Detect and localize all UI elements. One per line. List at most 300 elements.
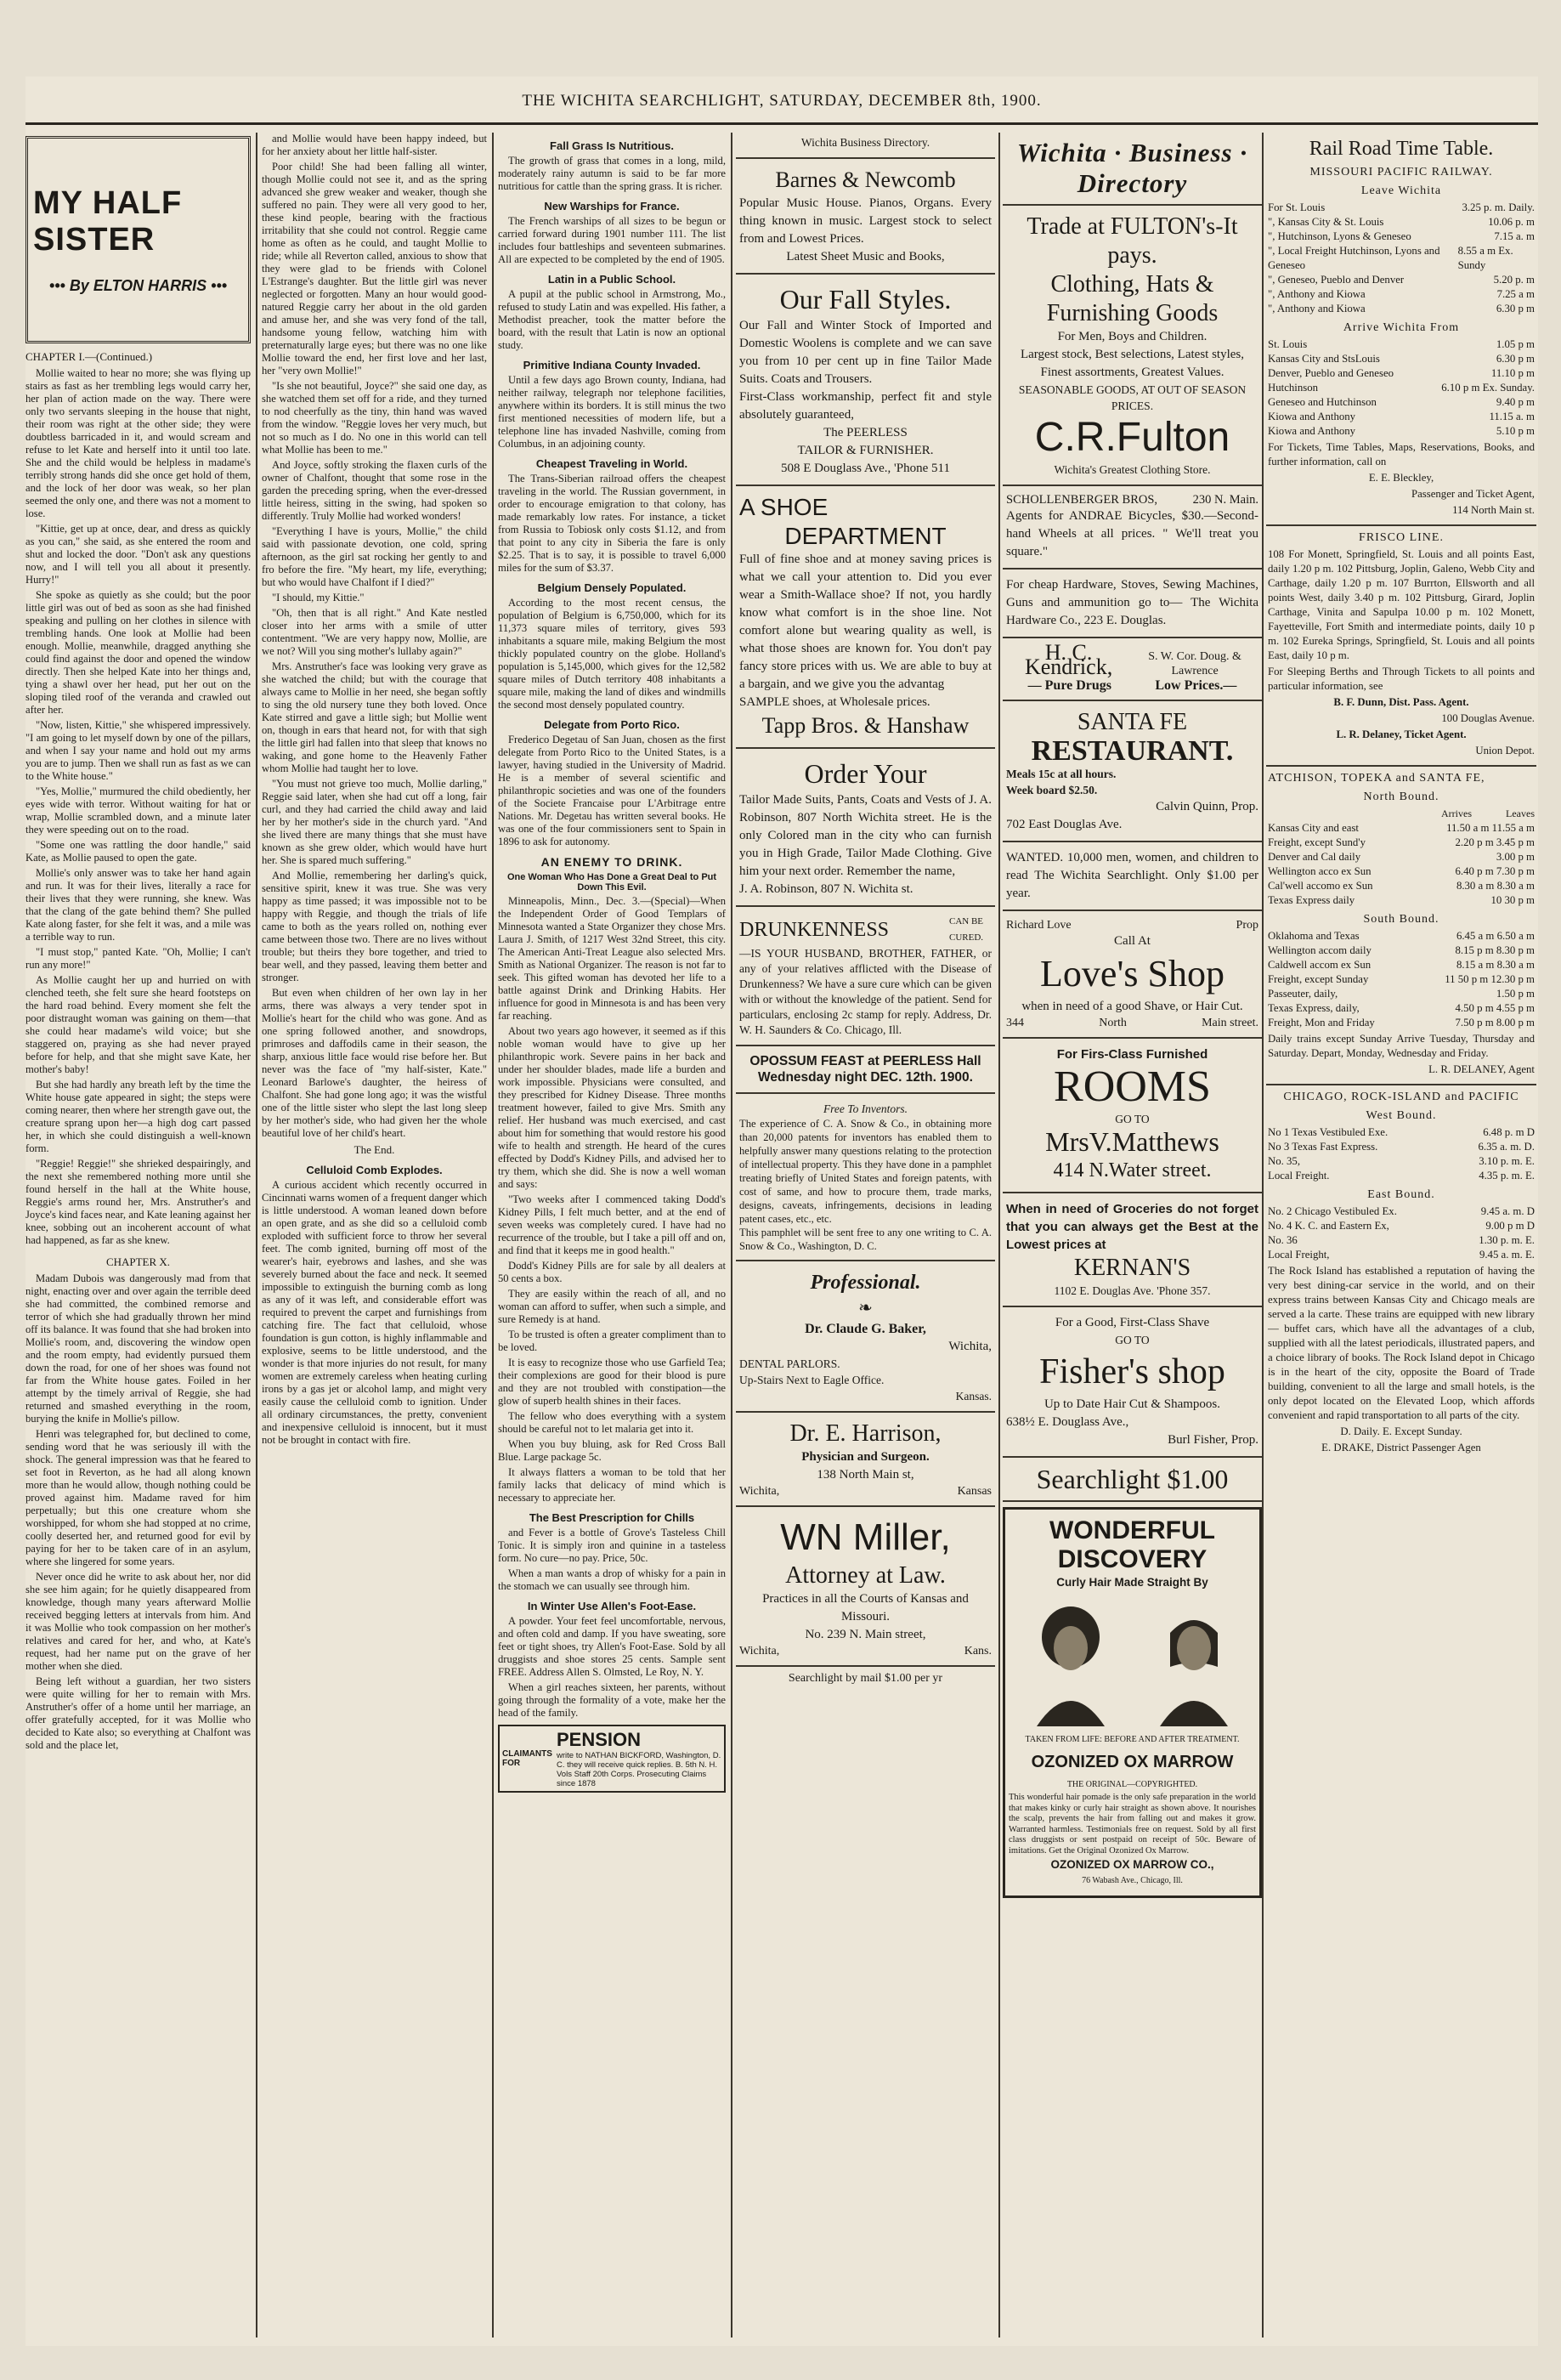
timetable-time: 9.45 a. m. D <box>1480 1205 1535 1217</box>
baker-city: Wichita, <box>948 1340 992 1353</box>
timetable-row <box>1268 1001 1535 1016</box>
love-call: Call At <box>1114 934 1151 948</box>
directory-title: Wichita · Business · Directory <box>1003 133 1262 206</box>
column-5 <box>1003 133 1262 2338</box>
miller-city: Wichita, <box>739 1645 780 1658</box>
girl-text: When a girl reaches sixteen, her parents, without going through the formality of a vote, make her the head of the family. <box>498 1681 726 1719</box>
news-item-text: The Trans-Siberian railroad offers the cheapest traveling in the world. The Russian government, in order to encourage emigration to that colony, has made remarkably low rates. For instance, a ticket from Russia to Tobiosk only costs $1.12, and from that point to any city in Siberia the fare is only $2.25. That is to say, it is possible to travel 6,000 miles for the sum of $3.37. <box>498 473 726 574</box>
timetable-time: 1.05 p m <box>1496 338 1535 350</box>
column-3 <box>498 133 726 2338</box>
kendrick-addr: S. W. Cor. Doug. & Lawrence <box>1148 650 1241 677</box>
love-addr1: 344 <box>1006 1017 1024 1029</box>
disc-taken: TAKEN FROM LIFE: BEFORE AND AFTER TREATMENT. <box>1025 1735 1240 1744</box>
column-rule <box>998 133 1000 2338</box>
timetable-time: 4.50 p m 4.55 p m <box>1455 1002 1535 1014</box>
fisher-goto: GO TO <box>1115 1334 1150 1346</box>
frisco-title: FRISCO LINE. <box>1359 531 1444 544</box>
west-title: West Bound. <box>1366 1109 1437 1122</box>
fisher-name: Fisher's shop <box>1039 1352 1225 1391</box>
order-title: Order Your <box>804 758 927 789</box>
story-paragraph: It always flatters a woman to be told that her family lacks that delicacy of mind which is necessary to appreciate her. <box>498 1466 726 1504</box>
story-paragraph: Never once did he write to ask about her, nor did she see him again; for he quietly disappeared from knowledge, though many years afterward Mollie received begging letters at intervals from him. And it was Mollie who took compassion on her mother's relatives and cared for her, and who, at Kate's request, had her name put on the grave of her mother when she died. <box>25 1571 251 1672</box>
story-paragraph: And Joyce, softly stroking the flaxen curls of the owner of Chalfont, thought that some rose in the garden the preceding spring, when the ever-dressed little heiress, sitting in the swing, had spoken so differently. Truly Mollie had worked wonders! <box>262 459 487 522</box>
leave-rows <box>1268 201 1535 316</box>
fulton-sub: Wichita's Greatest Clothing Store. <box>1054 463 1211 476</box>
harrison-addr: 138 North Main st, <box>817 1468 914 1482</box>
timetable-route: Denver and Cal daily <box>1268 851 1361 863</box>
story-paragraph: Mollie's only answer was to take her hand again and run. It was for their lives, literally a race for their lives that they were running, she knew. Was that the clang of the gate behind them? She pulled Kate along faster, for she felt it was, and a mile was a terrible way to run. <box>25 867 251 943</box>
shoe-ad <box>736 486 995 749</box>
portrait-after-icon <box>1151 1599 1236 1726</box>
timetable-time: 6.40 p m 7.30 p m <box>1455 865 1535 877</box>
discovery-ad <box>1003 1507 1262 1898</box>
professional-ad <box>736 1261 995 1413</box>
rooms-mrs: MrsV.Matthews <box>1045 1126 1219 1157</box>
south-rows <box>1268 929 1535 1030</box>
timetable-route: Denver, Pueblo and Geneseo <box>1268 367 1394 379</box>
timetable-route: No 1 Texas Vestibuled Exe. <box>1268 1126 1388 1138</box>
timetable-row <box>1268 230 1535 244</box>
timetable-row <box>1268 1248 1535 1262</box>
fulton-l5: SEASONABLE GOODS, AT OUT OF SEASON PRICES. <box>1018 383 1247 412</box>
wanted-text: WANTED. 10,000 men, women, and children to read The Wichita Searchlight. Only $1.00 per year. <box>1006 851 1258 900</box>
timetable-route: Oklahoma and Texas <box>1268 930 1360 942</box>
timetable-row <box>1268 1140 1535 1154</box>
pension-big: PENSION <box>557 1729 642 1750</box>
love-prop2: Prop <box>1236 919 1258 932</box>
timetable-time: 10.06 p. m <box>1488 216 1535 228</box>
story-paragraph: Henri was telegraphed for, but declined to come, sending word that he was seriously ill with the shock. The general impression was that he feared to set foot in Reverton, as he had all along known more than he would allow, though nothing could be proved against him. Madame raved for him perpetually; but this one creature whom she worshipped, for whom she had stopped at no crime, coolly deserted her, and returned good for evil by paying for her to be taken care of in an asylum, where she lingered for some years. <box>25 1428 251 1567</box>
mopac-title: MISSOURI PACIFIC RAILWAY. <box>1309 166 1493 178</box>
rooms-l1: For Firs-Class Furnished <box>1056 1047 1208 1062</box>
love-name: Love's Shop <box>1040 953 1224 994</box>
chills-title: The Best Prescription for Chills <box>529 1511 695 1524</box>
disc-co: OZONIZED OX MARROW CO., <box>1050 1858 1214 1871</box>
rock-text: The Rock Island has established a reputation of having the very best dining-car service in the world, and on their express trains between Kansas City and Chicago meals are served a la carte. These trains are equipped with new library — buffet cars, which have all the advantages of a club, supplied with all the latest periodicals, illustrated papers, and a choice library of books. The Rock Island depot in Chicago is in the heart of the city, opposite the Board of Trade building, convenient to all the large and small hotels, is the only depot located on the Elevated Loop, which affords convenient and rapid transportation to all parts of the city. <box>1268 1265 1535 1421</box>
miller-ad <box>736 1507 995 1667</box>
timetable-time: 11 50 p m 12.30 p m <box>1445 973 1535 985</box>
timetable-row <box>1268 395 1535 410</box>
frisco-agent: B. F. Dunn, Dist. Pass. Agent. <box>1333 696 1469 708</box>
column-2 <box>262 133 487 2338</box>
disc-orig: THE ORIGINAL—COPYRIGHTED. <box>1066 1780 1198 1789</box>
story-paragraph: As Mollie caught her up and hurried on with clenched teeth, she felt sure she heard footsteps on the hard road behind. Every moment she felt the poor distraught woman was gaining on them—that she could hear madame's wild voice; but she staggered on, praying as she had never prayed before for help, and that she might save Kate, her mother's baby! <box>25 974 251 1075</box>
story-paragraph: "You must not grieve too much, Mollie darling," Reggie said later, when she had cut off a long, fair curl, and they had carried the child away and laid her by her mother's side in the church yard. "And she lived there are many things that she must have known as she grew older, which would have hurt her. She is spared much suffering." <box>262 778 487 866</box>
miller-name: WN Miller, <box>780 1516 951 1558</box>
column-rule <box>256 133 257 2338</box>
timetable-route: Freight, Mon and Friday <box>1268 1017 1375 1028</box>
story-paragraph: But she had hardly any breath left by the time the White house gate appeared in sight; the steps were coming nearer, then where her strength gave out, the creature sprang upon her—a high dog cart passed her, in which she could distinguish a well-known form. <box>25 1079 251 1154</box>
fulton-l1: Trade at FULTON's-It pays. <box>1027 213 1238 269</box>
newspaper-page <box>25 76 1538 2346</box>
timetable-time: 7.50 p m 8.00 p m <box>1455 1017 1535 1028</box>
timetable-time: 11.50 a m 11.55 a m <box>1446 822 1535 834</box>
atch-agent: L. R. DELANEY, Agent <box>1428 1063 1535 1075</box>
timetable-route: Freight, except Sund'y <box>1268 836 1366 848</box>
love-ad <box>1003 911 1262 1039</box>
timetable-time: 1.30 p. m. E. <box>1479 1234 1535 1246</box>
timetable-route: Local Freight. <box>1268 1170 1330 1182</box>
story-paragraph: "Is she not beautiful, Joyce?" she said one day, as she watched them set off for a ride, and they turned to nod cheerfully as the tiny, thin hand was waved from the window. "Reggie loves her very much, but not so much as I do. No one in this world can tell what Mollie has been to me." <box>262 380 487 456</box>
inv-text2: This pamphlet will be sent free to any one writing to C. A. Snow & Co., Washington, D. C. <box>739 1227 992 1252</box>
story-paragraph: "I must stop," panted Kate. "Oh, Mollie; I can't run any more!" <box>25 946 251 971</box>
leaves-label: Leaves <box>1506 808 1535 819</box>
mopac-agent: E. E. Bleckley, <box>1368 472 1434 484</box>
story-paragraph: "Now, listen, Kittie," she whispered impressively. "I am going to let myself down by one of the pillars, and when I say your name and hold out my arms you are to jump. Then we shall run as fast as we can to the White house." <box>25 719 251 782</box>
disc-text: This wonderful hair pomade is the only safe preparation in the world that makes kinky or curly hair straight as shown above. It nourishes the scalp, prevents the hair from falling out and makes it grow. Warranted harmless. Testimonials free on request. Sold by all first class druggists or sent postpaid on receipt of 50c. Beware of imitations. Get the Original Ozonized Ox Marrow. <box>1009 1793 1256 1856</box>
timetable-route: No. 36 <box>1268 1234 1298 1246</box>
frisco-note: For Sleeping Berths and Through Tickets to all points and particular information, see <box>1268 666 1535 692</box>
shoe-sample: SAMPLE shoes, at Wholesale prices. <box>739 695 930 709</box>
harrison-name: Dr. E. Harrison, <box>789 1420 942 1447</box>
news-item-text: Frederico Degetau of San Juan, chosen as the first delegate from Porto Rico to the United States, is a lawyer, having studied in the University of Madrid. He is a member of several scientific and philanthropic societies and was one of the founders of the Societe Francaise pour L'Arbitrage entre Nations. Mr. Degetau has written several books. He was one of the four commissioners sent to Spain in 1896 to ask for autonomy. <box>498 734 726 847</box>
story-paragraph: About two years ago however, it seemed as if this noble woman would have to give up her philanthropic work. Severe pains in her back and under her shoulder blades, made life a burden and work impossible. Physicians were consulted, and they prescribed for Kidney Disease. Three months treatment however, failed to give Mrs. Smith any relief. Her husband was much exercised, and cast about him for something that would restore his good wife to health and strength. He heard of the cures effected by Dodd's Kidney Pills, and advised her to try them, which she did. She is now a well woman and says: <box>498 1025 726 1190</box>
east-rows <box>1268 1204 1535 1262</box>
column-rule <box>1262 133 1264 2338</box>
portrait-before-icon <box>1028 1599 1113 1726</box>
news-item-title: Delegate from Porto Rico. <box>544 718 680 731</box>
timetable-row <box>1268 987 1535 1001</box>
order-text: Tailor Made Suits, Pants, Coats and Vests of J. A. Robinson, 807 North Wichita street. He is the only Colored man in the city who can furnish you in High Grade, Tailor Made Clothing. Give him your next order. Remember the name, <box>739 793 992 878</box>
timetable-route: Passeuter, daily, <box>1268 988 1338 1000</box>
timetable-time: 5.20 p. m <box>1493 274 1535 286</box>
frisco-addr: 100 Douglas Avenue. <box>1441 712 1535 724</box>
timetable-time: 1.50 p m <box>1496 988 1535 1000</box>
timetable-route: ", Anthony and Kiowa <box>1268 303 1366 314</box>
timetable-time: 8.55 a m Ex. Sundy <box>1457 245 1513 271</box>
before-after-portraits <box>1009 1599 1256 1726</box>
story-paragraph: Madam Dubois was dangerously mad from that night, enacting over and over again the terrible deed she had committed, the combined remorse and terror of which she had gradually thrown her mind off its balance. It was found that she had broken into Mollie's room, and, discovering the window open and the room empty, had evidently pursued them down the road, for one of her shoes was found not far from the White house gates. Foiled in her attempt by the timely arrival of Reggie, she had returned and smashed everything in the room, burying the knife in Mollie's pillow. <box>25 1272 251 1425</box>
harrison-ad <box>736 1413 995 1507</box>
news-item-text: Until a few days ago Brown county, Indiana, had neither railway, telegraph nor telephone facilities, anywhere within its borders. It is still minus the two first mentioned necessities of modern life, but a telephone line has invaded Nashville, coming from Columbus, in an adjoining county. <box>498 374 726 450</box>
fisher-text: Up to Date Hair Cut & Shampoos. <box>1043 1397 1221 1411</box>
searchlight-mail: Searchlight by mail $1.00 per yr <box>788 1672 943 1685</box>
frisco-depot: Union Depot. <box>1475 745 1535 756</box>
groc-text: When in need of Groceries do not forget that you can always get the Best at the Lowest prices at <box>1006 1202 1258 1252</box>
column-6 <box>1266 133 1536 2338</box>
order-addr: J. A. Robinson, 807 N. Wichita st. <box>739 882 913 896</box>
story-paragraph: To be trusted is often a greater compliment than to be loved. <box>498 1329 726 1353</box>
harrison-city: Wichita, <box>739 1485 780 1498</box>
inv-title: Free To Inventors. <box>823 1102 908 1115</box>
opossum-text: OPOSSUM FEAST at PEERLESS Hall Wednesday night DEC. 12th. 1900. <box>749 1054 981 1085</box>
hardware-ad <box>1003 570 1262 638</box>
story-paragraph: "Kittie, get up at once, dear, and dress as quickly as you can," she said, as she entered the room and shut and locked the door. "Don't ask any questions now, and I will tell you all about it presently. Hurry!" <box>25 523 251 586</box>
timetable-row <box>1268 1204 1535 1219</box>
love-addr3: Main street. <box>1202 1017 1258 1029</box>
timetable-route: Wellington accom daily <box>1268 944 1372 956</box>
peerless-1: The PEERLESS <box>823 426 908 439</box>
arrive-rows <box>1268 337 1535 439</box>
story-paragraph: She spoke as quietly as she could; but the poor little girl was out of bed as soon as she had finished speaking and pulling on her clothes in silence with trembling hands. One look at Mollie had been enough. Mollie, meanwhile, dragged anything she could find against the door and opened the window directly. Then she helped Kate into her things and, tying a shawl over her head, put her out on the sloping tiled roof of the veranda and crawled out after her. <box>25 589 251 716</box>
timetable-time: 10 30 p m <box>1490 894 1535 906</box>
mopac-agent2: Passenger and Ticket Agent, <box>1411 488 1535 500</box>
order-ad <box>736 749 995 907</box>
celluloid-title: Celluloid Comb Explodes. <box>306 1164 443 1176</box>
timetable-time: 11.15 a. m <box>1489 411 1535 422</box>
timetable-row <box>1268 1169 1535 1183</box>
timetable-row <box>1268 821 1535 836</box>
enemy-paragraphs <box>498 895 726 1504</box>
north-rows <box>1268 821 1535 908</box>
story-title: MY HALF SISTER <box>33 184 183 258</box>
timetable-row <box>1268 302 1535 316</box>
mopac-note: For Tickets, Time Tables, Maps, Reservations, Books, and further information, call on <box>1268 441 1535 468</box>
fall-styles-ad <box>736 275 995 486</box>
story-paragraph: and Mollie would have been happy indeed, but for her anxiety about her little half-sister. <box>262 133 487 157</box>
opossum-ad <box>736 1046 995 1094</box>
news-item-text: A pupil at the public school in Armstrong, Mo., refused to study Latin and was expelled. His father, a Methodist preacher, took the matter before the board, with the result that Latin is now an optional study. <box>498 288 726 351</box>
timetable-route: Local Freight, <box>1268 1249 1330 1261</box>
story-paragraph: Minneapolis, Minn., Dec. 3.—(Special)—When the Independent Order of Good Templars of Minnesota wanted a State Organizer they chose Mrs. Laura J. Smith, of 1217 West 32nd Street, this city. The American Anti-Treat League also selected Mrs. Smith as National Organizer. The reason is not far to seek. This gifted woman has devoted her life to a battle against Drink and Drinking Habits. Her influence for good in Minnesota is and has been very far reaching. <box>498 895 726 1022</box>
love-prop: Richard Love <box>1006 919 1072 932</box>
story-paragraph: Poor child! She had been falling all winter, though Mollie could not see it, and as the spring advanced she grew weaker and weaker, though she suffered no pain. They were all very good to her, these kind people, bearing with the fractious irritability that she could not control. Reggie came home as often as he could, and taught Mollie to ride; while all Reverton called, anxious to show that they were glad to be friends with Colonel L'Estrange's daughter. But the little girl was never neglected or forgotten. Many an hour would good-natured Reggie carry her about in the old garden and amuse her, and she was very fond of the tall, handsome young fellow, watching him with preternaturally large eyes; but there was no one like Mollie toward the end, her first love and her last, her "very own Mollie!" <box>262 161 487 377</box>
kendrick-ad <box>1003 638 1262 701</box>
timetable-row <box>1268 273 1535 287</box>
timetable-row <box>1268 287 1535 302</box>
timetable-row <box>1268 972 1535 987</box>
inv-text: The experience of C. A. Snow & Co., in obtaining more than 20,000 patents for inventors has enabled them to helpfully answer many questions relating to the protection of intellectual property. This they have done in a pamphlet treating briefly of United States and foreign patents, with cost of same, and how to procure them, trade marks, designs, caveats, infringements, decisions in leading patent cases, etc., etc. <box>739 1118 992 1225</box>
winter-text: A powder. Your feet feel uncomfortable, nervous, and often cold and damp. If you have sweating, sore feet or tight shoes, try Allen's Foot-Ease. Sold by all druggists and shoe stores 25 cents. Sample sent FREE. Address Allen S. Olmsted, Le Roy, N. Y. <box>498 1615 726 1678</box>
frisco-text: 108 For Monett, Springfield, St. Louis and all points East, daily 1.20 p m. 102 Pittsburg, Joplin, Galeno, Webb City and Carthage, daily 1.20 p m. 107 Burrton, Ellsworth and all points West, daily 3.40 p m. 102 Pittsburg, Girard, Joplin Carthage, Vinita and Sapulpa 10.00 p m. 102 Monett, Fayetteville, Fort Smith and intermediate points, daily 10 p m. 102 Eureka Springs, Springfield, St. Louis and all points East, daily 10 p m. <box>1268 548 1535 661</box>
groceries-ad <box>1003 1193 1262 1307</box>
hardware-text: For cheap Hardware, Stoves, Sewing Machines, Guns and ammunition go to— The Wichita Hardware Co., 223 E. Douglas. <box>1006 578 1258 627</box>
santafe-3: Meals 15c at all hours. <box>1006 768 1117 780</box>
timetable-row <box>1268 1154 1535 1169</box>
chills-text: and Fever is a bottle of Grove's Tasteless Chill Tonic. It is simply iron and quinine in a tasteless form. No cure—no pay. Price, 50c. <box>498 1527 726 1564</box>
timetable-time: 2.20 p m 3.45 p m <box>1455 836 1535 848</box>
timetable-time: 8.30 a m 8.30 a m <box>1456 880 1535 892</box>
top-rule <box>25 122 1538 125</box>
timetable-route: Kansas City and StsLouis <box>1268 353 1380 365</box>
timetable-route: Caldwell accom ex Sun <box>1268 959 1372 971</box>
tapp-name: Tapp Bros. & Hanshaw <box>761 713 970 738</box>
story-paragraphs-a <box>25 367 251 1247</box>
timetable-route: Kansas City and east <box>1268 822 1359 834</box>
story-paragraph: They are easily within the reach of all, and no woman can afford to suffer, when such a simple, and sure Remedy is at hand. <box>498 1288 726 1325</box>
timetable-time: 3.00 p m <box>1496 851 1535 863</box>
news-item-text: According to the most recent census, the population of Belgium is 6,750,000, which for its 11,373 square miles of territory, gives 593 inhabitants a square mile, making Belgium the most thickly populated country on the globe. Holland's population is 5,145,000, which gives for the 12,582 square miles of Dutch territory 408 inhabitants a square mile, making the land of dikes and windmills the second most densely populated country. <box>498 597 726 711</box>
love-text: when in need of a good Shave, or Hair Cut. <box>1021 1000 1243 1013</box>
winter-title: In Winter Use Allen's Foot-Ease. <box>527 1600 697 1612</box>
story-paragraph: "Everything I have is yours, Mollie," the child said with passionate devotion, one cold, spring afternoon, as the girl sat rocking her gently to and fro before the fire. "My heart, my life, everything; but who would have Chalfont if I died?" <box>262 525 487 588</box>
barnes-sub: Latest Sheet Music and Books, <box>786 250 945 264</box>
schollenberger-ad <box>1003 486 1262 570</box>
kendrick-tag1: — Pure Drugs <box>1027 678 1112 693</box>
east-title: East Bound. <box>1367 1188 1435 1201</box>
atch-note: Daily trains except Sunday Arrive Tuesday, Thursday and Saturday. Depart, Monday, Wednesday and Friday. <box>1268 1033 1535 1059</box>
schol-text: Agents for ANDRAE Bicycles, $30.—Second-hand Wheels at all prices. " We'll treat you square." <box>1006 509 1258 558</box>
timetable-route: No. 2 Chicago Vestibuled Ex. <box>1268 1205 1397 1217</box>
story-paragraph: Being left without a guardian, her two sisters were quite willing for her to remain with Mrs. Anstruther's offer of a home until her marriage, an offer gratefully accepted, for it was Mollie who decided to Kate also; so everything at Chalfont was sold and the place let, <box>25 1675 251 1751</box>
enemy-title: AN ENEMY TO DRINK. <box>540 855 683 869</box>
timetable-row <box>1268 836 1535 850</box>
news-item-title: Cheapest Traveling in World. <box>535 457 688 470</box>
timetable-time: 8.15 p m 8.30 p m <box>1455 944 1535 956</box>
timetable-time: 11.10 p m <box>1490 367 1535 379</box>
pension-left: CLAIMANTS FOR <box>502 1749 552 1768</box>
west-rows <box>1268 1125 1535 1183</box>
love-addr2: North <box>1099 1017 1127 1029</box>
enemy-subtitle: One Woman Who Has Done a Great Deal to Put Down This Evil. <box>506 872 717 892</box>
timetable-row <box>1268 424 1535 439</box>
santafe-1: SANTA FE <box>1077 709 1188 735</box>
timetable-route: St. Louis <box>1268 338 1308 350</box>
barnes-text: Popular Music House. Pianos, Organs. Every thing known in music. Largest stock to select from and Lowest Prices. <box>739 196 992 246</box>
timetable-row <box>1268 1219 1535 1233</box>
timetable-time: 6.10 p m Ex. Sunday. <box>1441 382 1535 394</box>
santafe-6: 702 East Douglas Ave. <box>1006 818 1123 831</box>
timetable-row <box>1268 366 1535 381</box>
story-paragraph: "Yes, Mollie," murmured the child obediently, her eyes wide with terror. Without waiting for hat or wrap, Mollie scrambled down, and a minute later they were speeding out on to the road. <box>25 785 251 836</box>
searchlight-ad <box>1003 1458 1262 1502</box>
story-paragraph: "Two weeks after I commenced taking Dodd's Kidney Pills, I felt much better, and at the end of seven weeks was completely cured. I have had no recurrence of the trouble, but I take a pill off and on, and find that it keeps me in good health." <box>498 1193 726 1256</box>
rooms-name: ROOMS <box>1054 1062 1211 1111</box>
arrive-title: Arrive Wichita From <box>1343 321 1460 334</box>
timetable-time: 7.25 a m <box>1496 288 1535 300</box>
story-paragraph: Mrs. Anstruther's face was looking very grave as she watched the child; but with the courage that always came to Mollie in her need, she began softly to sing the old nursery tune they both loved. Once Kate stirred and gave a little sigh; but Mollie went on, though in ears that heard not, for with that sigh the little girl had fallen into that sleep that knows no waking, and gone home to the Heavenly Father whom Mollie had taught her to love. <box>262 660 487 774</box>
timetable-time: 6.30 p m <box>1496 353 1535 365</box>
fall-title: Our Fall Styles. <box>779 284 952 314</box>
prof-title: Professional. <box>810 1272 921 1294</box>
rooms-ad <box>1003 1039 1262 1193</box>
timetable-time: 3.25 p. m. Daily. <box>1462 201 1535 213</box>
chapter-x: CHAPTER X. <box>105 1255 171 1268</box>
miller-text: Practices in all the Courts of Kansas and Missouri. <box>762 1592 969 1624</box>
column-4 <box>736 133 995 2338</box>
timetable-route: No. 4 K. C. and Eastern Ex, <box>1268 1220 1389 1232</box>
barnes-ad <box>736 159 995 275</box>
harrison-title: Physician and Surgeon. <box>801 1450 930 1464</box>
schol-name: SCHOLLENBERGER BROS, <box>1006 493 1158 507</box>
kernan-addr: 1102 E. Douglas Ave. 'Phone 357. <box>1054 1284 1211 1297</box>
timetable-route: ", Hutchinson, Lyons & Geneseo <box>1268 230 1411 242</box>
timetable-row <box>1268 1125 1535 1140</box>
shoe-title2: DEPARTMENT <box>784 523 947 549</box>
drunk-text: —IS YOUR HUSBAND, BROTHER, FATHER, or any of your relatives afflicted with the Disease of Drunkenness? We have a sure cure which can be given with or without the knowledge of the patient. Send for particulars, enclosing 2c stamp for reply. Address, Dr. W. H. Saunders & Co. Chicago, Ill. <box>739 947 992 1036</box>
story-paragraph: "Oh, then that is all right." And Kate nestled closer into her arms with a smile of utter contentment. "We are very happy now, Mollie, are we not? Will you sing mother's lullaby again?" <box>262 607 487 657</box>
rock-agent: E. DRAKE, District Passenger Agen <box>1321 1442 1481 1454</box>
timetable-row <box>1268 201 1535 215</box>
miller-title: Attorney at Law. <box>785 1562 946 1589</box>
frisco-block <box>1266 531 1536 767</box>
timetable-row <box>1268 1016 1535 1030</box>
story-paragraph: "I should, my Kittie." <box>272 592 365 604</box>
story-paragraph: The fellow who does everything with a system should be careful not to let malaria get into it. <box>498 1410 726 1435</box>
story-paragraph: But even when children of her own lay in her arms, there was always a very tender spot in Mollie's heart for the child who was gone. And as one spring followed another, and snowdrops, primroses and daffodils came in their season, the sharp, anxious little face would rise before her. But never was the face of "my half-sister, Kate." Leonard Barlowe's daughter, the heiress of Chalfont. She had gone long ago; it was the wistful one of the little sister who slept the last long sleep by her mother's side, who had given her the whole beautiful love of her child's heart. <box>262 987 487 1139</box>
timetable-row <box>1268 352 1535 366</box>
story-end: The End. <box>353 1143 395 1156</box>
peerless-2: TAILOR & FURNISHER. <box>797 444 934 457</box>
baker-state: Kansas. <box>955 1390 992 1402</box>
santafe-ad <box>1003 701 1262 842</box>
kendrick-tag2: Low Prices.— <box>1155 678 1237 693</box>
fulton-l4: Largest stock, Best selections, Latest styles, Finest assortments, Greatest Values. <box>1020 348 1244 379</box>
chapter-continued: CHAPTER I.—(Continued.) <box>25 350 153 363</box>
fisher-l1: For a Good, First-Class Shave <box>1055 1316 1210 1329</box>
timetable-row <box>1268 337 1535 352</box>
timetable-route: Cal'well accomo ex Sun <box>1268 880 1373 892</box>
timetable-route: Kiowa and Anthony <box>1268 425 1356 437</box>
fulton-l3: For Men, Boys and Children. <box>1057 330 1208 343</box>
mopac-addr: 114 North Main st. <box>1452 504 1535 516</box>
rock-daily: D. Daily. E. Except Sunday. <box>1340 1425 1462 1437</box>
schol-addr: 230 N. Main. <box>1192 493 1258 507</box>
timetable-route: ", Geneseo, Pueblo and Denver <box>1268 274 1405 286</box>
rr-title: Rail Road Time Table. <box>1309 138 1494 160</box>
baker-line: DENTAL PARLORS. <box>739 1357 840 1370</box>
timetable-route: No. 35, <box>1268 1155 1301 1167</box>
timetable-row <box>1268 944 1535 958</box>
timetable-route: No 3 Texas Fast Express. <box>1268 1141 1378 1153</box>
disc-name: OZONIZED OX MARROW <box>1031 1753 1234 1771</box>
column-1 <box>25 133 251 2338</box>
timetable-route: ", Kansas City & St. Louis <box>1268 216 1384 228</box>
rooms-goto: GO TO <box>1115 1113 1150 1125</box>
timetable-row <box>1268 1233 1535 1248</box>
news-items <box>498 139 726 848</box>
story-paragraph: And Mollie, remembering her darling's quick, sensitive spirit, knew it was true. She was very happy as time passed; it was impossible not to be happy with Reggie, and though the trials of life came to both as the years rolled on, nothing ever came between those two. There are no lives without trouble; but theirs they bore together, and tried to bear well, and they passed, leaving them better and stronger. <box>262 870 487 983</box>
timetable-route: ", Anthony and Kiowa <box>1268 288 1366 300</box>
timetable-row <box>1268 244 1535 273</box>
news-item-title: Fall Grass Is Nutritious. <box>550 139 674 152</box>
drunk-ad <box>736 907 995 1046</box>
timetable-row <box>1268 864 1535 879</box>
barnes-name: Barnes & Newcomb <box>775 167 956 192</box>
santafe-2: RESTAURANT. <box>1031 735 1234 767</box>
timetable-row <box>1268 958 1535 972</box>
timetable-time: 7.15 a. m <box>1494 230 1535 242</box>
timetable-row <box>1268 410 1535 424</box>
kendrick-name: H. C. Kendrick, <box>1024 640 1113 679</box>
disc-title1: WONDERFUL <box>1049 1516 1215 1544</box>
timetable-route: For St. Louis <box>1268 201 1326 213</box>
timetable-route: Wellington acco ex Sun <box>1268 865 1372 877</box>
timetable-time: 6.48 p. m D <box>1483 1126 1535 1138</box>
timetable-route: Kiowa and Anthony <box>1268 411 1356 422</box>
pension-small: write to NATHAN BICKFORD, Washington, D. C. they will receive quick replies. B. 5th N. H. Vols Staff 20th Corps. Prosecuting Claims since 1878 <box>557 1751 721 1788</box>
column-rule <box>731 133 732 2338</box>
col3-header: Wichita Business Directory. <box>800 136 930 149</box>
searchlight-text: Searchlight $1.00 <box>1036 1464 1229 1494</box>
atch-title: ATCHISON, TOPEKA and SANTA FE, <box>1268 772 1485 785</box>
rock-title: CHICAGO, ROCK-ISLAND and PACIFIC <box>1283 1091 1519 1103</box>
timetable-time: 4.35 p. m. E. <box>1479 1170 1535 1182</box>
timetable-time: 9.40 p m <box>1496 396 1535 408</box>
baker-line2: Up-Stairs Next to Eagle Office. <box>739 1374 885 1386</box>
timetable-route: Texas Express, daily, <box>1268 1002 1360 1014</box>
story-author: ••• By ELTON HARRIS ••• <box>48 276 228 294</box>
timetable-time: 6.45 a m 6.50 a m <box>1456 930 1535 942</box>
timetable-row <box>1268 381 1535 395</box>
leave-title: Leave Wichita <box>1360 184 1442 197</box>
col3-header-ad <box>736 133 995 159</box>
ornament-icon: ❧ <box>858 1299 873 1318</box>
news-item-text: The growth of grass that comes in a long, mild, moderately rainy autumn is said to be far more nutritious for cattle than the spring grass. It is richer. <box>498 155 726 192</box>
timetable-time: 9.00 p m D <box>1485 1220 1535 1232</box>
fisher-addr: 638½ E. Douglass Ave., <box>1006 1415 1129 1429</box>
fulton-name: C.R.Fulton <box>1034 415 1230 460</box>
arrives-label: Arrives <box>1441 808 1473 819</box>
news-item-title: Latin in a Public School. <box>547 273 676 286</box>
timetable-row <box>1268 893 1535 908</box>
shoe-text: Full of fine shoe and at money saving prices is what we call your attention to. Did you ever wear a Smith-Wallace shoe? If not, you hardly know what comfort is in the shoe line. Not comfort alone but wearing quality as well, is what those shoes are known for. You don't pay fancy store prices with us. We are able to buy at a bargain, and we give you the advantag <box>739 552 992 691</box>
frisco-agent2: L. R. Delaney, Ticket Agent. <box>1336 728 1467 740</box>
atchison-block <box>1266 772 1536 1085</box>
story-paragraphs-b <box>25 1272 251 1752</box>
fisher-ad <box>1003 1307 1262 1458</box>
story-paragraph: Dodd's Kidney Pills are for sale by all dealers at 50 cents a box. <box>498 1260 726 1284</box>
